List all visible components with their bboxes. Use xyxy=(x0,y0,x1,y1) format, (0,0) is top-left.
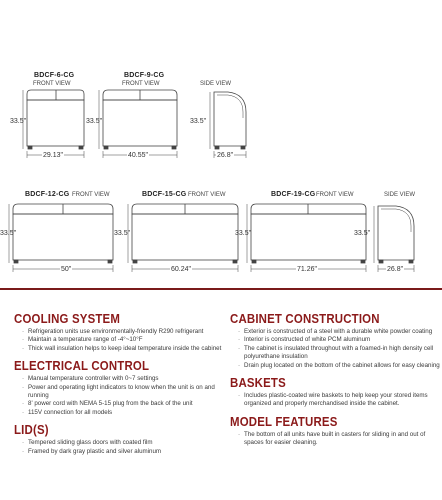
front-view-label: FRONT VIEW xyxy=(122,81,160,87)
bdcf-15-front-drawing xyxy=(128,204,238,272)
front-view-label: FRONT VIEW xyxy=(188,192,226,198)
list-item: · The bottom of all units have built in casters for sliding in and out of spaces for easier cleaning. xyxy=(238,431,440,448)
side-view-label: SIDE VIEW xyxy=(384,192,416,198)
height-dimension: 33.5" xyxy=(10,118,27,125)
width-dimension: 50" xyxy=(61,266,72,273)
model-features-heading: MODEL FEATURES xyxy=(230,413,338,429)
list-item: · Tempered sliding glass doors with coated film xyxy=(22,439,224,447)
cabinet-construction-list xyxy=(230,328,440,370)
section-divider xyxy=(0,288,442,290)
height-dimension: 33.5" xyxy=(190,118,207,125)
model-name-bdcf-9: BDCF-9-CG xyxy=(124,72,165,79)
width-dimension: 29.13" xyxy=(43,152,64,159)
side-view-drawing-top xyxy=(210,92,246,158)
depth-dimension: 26.8" xyxy=(217,152,234,159)
list-item: · Maintain a temperature range of -4°~10°F xyxy=(22,336,224,344)
height-dimension: 33.5" xyxy=(86,118,103,125)
front-view-label: FRONT VIEW xyxy=(316,192,354,198)
front-view-label: FRONT VIEW xyxy=(72,192,110,198)
model-name-bdcf-6: BDCF-6-CG xyxy=(34,72,75,79)
width-dimension: 71.26" xyxy=(297,266,318,273)
baskets-heading: BASKETS xyxy=(230,375,286,391)
height-dimension: 33.5" xyxy=(354,230,371,237)
width-dimension: 40.55" xyxy=(128,152,149,159)
width-dimension: 60.24" xyxy=(171,266,192,273)
bdcf-19-front-drawing xyxy=(247,204,366,272)
height-dimension: 33.5" xyxy=(114,230,131,237)
list-item: · Manual temperature controller with 0~7 settings xyxy=(22,375,224,383)
side-view-label: SIDE VIEW xyxy=(200,81,232,87)
bdcf-12-front-drawing xyxy=(9,204,113,272)
baskets-list xyxy=(230,392,440,409)
model-name-bdcf-15: BDCF-15-CG xyxy=(142,191,187,198)
electrical-control-heading: ELECTRICAL CONTROL xyxy=(14,358,150,374)
front-view-label: FRONT VIEW xyxy=(33,81,71,87)
list-item: · Thick wall insulation helps to keep ideal temperature inside the cabinet xyxy=(22,345,224,353)
list-item: · The cabinet is insulated throughout with a foamed-in high density cell polyurethane insulation xyxy=(238,345,440,362)
list-item: · Refrigeration units use environmentally-friendly R290 refrigerant xyxy=(22,328,224,336)
list-item: · 115V connection for all models xyxy=(22,409,224,417)
model-features-list xyxy=(230,431,440,448)
list-item: · Includes plastic-coated wire baskets to help keep your stored items organized and properly merchandised inside the cabinet. xyxy=(238,392,440,409)
cabinet-construction-heading: CABINET CONSTRUCTION xyxy=(230,311,380,326)
model-name-bdcf-12: BDCF-12-CG xyxy=(25,191,70,198)
model-name-bdcf-19: BDCF-19-CG xyxy=(271,191,316,198)
bdcf-6-front-drawing xyxy=(23,90,84,158)
lids-heading: LID(S) xyxy=(14,422,49,438)
height-dimension: 33.5" xyxy=(0,230,17,237)
cooling-system-heading: COOLING SYSTEM xyxy=(14,311,121,326)
list-item: · Interior is constructed of white PCM aluminum xyxy=(238,336,440,344)
list-item: · Drain plug located on the bottom of the cabinet allows for easy cleaning xyxy=(238,362,440,370)
side-view-drawing-bottom xyxy=(374,206,414,272)
cooling-system-list xyxy=(14,328,224,353)
bdcf-9-front-drawing xyxy=(99,90,177,158)
list-item: · 8' power cord with NEMA 5-15 plug from the back of the unit xyxy=(22,400,224,408)
right-spec-column xyxy=(230,296,440,448)
list-item: · Power and operating light indicators to know when the unit is on and running xyxy=(22,384,224,401)
list-item: · Framed by dark gray plastic and silver aluminum xyxy=(22,448,224,456)
electrical-control-list xyxy=(14,375,224,417)
list-item: · Exterior is constructed of a steel with a durable white powder coating xyxy=(238,328,440,336)
height-dimension: 33.5" xyxy=(235,230,252,237)
left-spec-column xyxy=(14,296,224,456)
depth-dimension: 26.8" xyxy=(387,266,404,273)
lids-list xyxy=(14,439,224,456)
